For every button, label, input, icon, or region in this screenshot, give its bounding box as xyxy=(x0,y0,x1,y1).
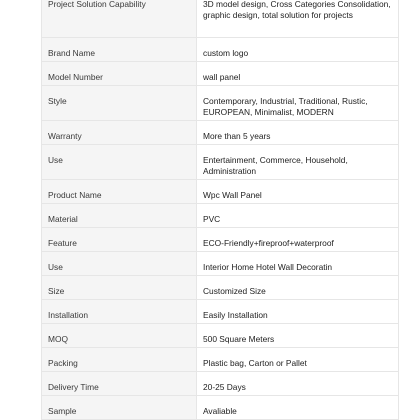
table-row xyxy=(42,38,399,62)
spec-value-cell xyxy=(197,372,399,396)
spec-value-cell xyxy=(197,348,399,372)
table-row xyxy=(42,86,399,121)
spec-label-cell xyxy=(42,38,197,62)
spec-table-body xyxy=(42,0,399,420)
spec-value: Customized Size xyxy=(203,286,266,296)
spec-value-cell xyxy=(197,180,399,204)
table-row xyxy=(42,0,399,38)
spec-label: Packing xyxy=(48,358,78,368)
table-row xyxy=(42,252,399,276)
spec-value: Easily Installation xyxy=(203,310,268,320)
spec-label: Installation xyxy=(48,310,89,320)
spec-label-cell xyxy=(42,324,197,348)
spec-label: Feature xyxy=(48,238,77,248)
spec-label-cell xyxy=(42,121,197,145)
spec-label-cell xyxy=(42,86,197,121)
spec-label: Project Solution Capability xyxy=(48,0,146,9)
spec-label: Sample xyxy=(48,406,77,416)
table-row xyxy=(42,276,399,300)
spec-label-cell xyxy=(42,276,197,300)
spec-label: Material xyxy=(48,214,78,224)
spec-value: PVC xyxy=(203,214,221,224)
spec-label: Size xyxy=(48,286,65,296)
spec-value: custom logo xyxy=(203,48,249,58)
spec-label: Style xyxy=(48,96,67,106)
spec-value: Plastic bag, Carton or Pallet xyxy=(203,358,307,368)
spec-label-cell xyxy=(42,145,197,180)
spec-value-cell xyxy=(197,324,399,348)
spec-value: More than 5 years xyxy=(203,131,271,141)
spec-label: Brand Name xyxy=(48,48,96,58)
table-row xyxy=(42,121,399,145)
spec-value-cell xyxy=(197,62,399,86)
spec-value: Contemporary, Industrial, Traditional, Rustic, EUROPEAN, Minimalist, MODERN xyxy=(203,96,368,117)
spec-label-cell xyxy=(42,348,197,372)
spec-value: ECO-Friendly+fireproof+waterproof xyxy=(203,238,334,248)
spec-value: wall panel xyxy=(203,72,241,82)
spec-label: MOQ xyxy=(48,334,69,344)
table-row xyxy=(42,145,399,180)
spec-value: Interior Home Hotel Wall Decoratin xyxy=(203,262,333,272)
table-row xyxy=(42,348,399,372)
spec-value: Entertainment, Commerce, Household, Administration xyxy=(203,155,348,176)
spec-value: 20-25 Days xyxy=(203,382,246,392)
spec-value-cell xyxy=(197,0,399,38)
table-row xyxy=(42,204,399,228)
spec-value: 3D model design, Cross Categories Consolidation, graphic design, total solution for projects xyxy=(203,0,391,20)
table-row xyxy=(42,180,399,204)
spec-label: Warranty xyxy=(48,131,82,141)
table-row xyxy=(42,324,399,348)
spec-label: Model Number xyxy=(48,72,103,82)
spec-value-cell xyxy=(197,252,399,276)
spec-label: Use xyxy=(48,262,63,272)
spec-label-cell xyxy=(42,0,197,38)
spec-label: Use xyxy=(48,155,63,165)
spec-label-cell xyxy=(42,228,197,252)
spec-value-cell xyxy=(197,228,399,252)
spec-label-cell xyxy=(42,372,197,396)
spec-label-cell xyxy=(42,300,197,324)
spec-value-cell xyxy=(197,86,399,121)
spec-label-cell xyxy=(42,204,197,228)
spec-label-cell xyxy=(42,62,197,86)
table-row xyxy=(42,300,399,324)
spec-value-cell xyxy=(197,276,399,300)
spec-label-cell xyxy=(42,252,197,276)
table-row xyxy=(42,62,399,86)
product-spec-table xyxy=(41,0,399,420)
spec-value-cell xyxy=(197,38,399,62)
table-row xyxy=(42,372,399,396)
spec-label: Product Name xyxy=(48,190,102,200)
spec-value-cell xyxy=(197,204,399,228)
spec-value: Wpc Wall Panel xyxy=(203,190,262,200)
spec-label: Delivery Time xyxy=(48,382,99,392)
table-row xyxy=(42,228,399,252)
spec-value-cell xyxy=(197,121,399,145)
spec-value: 500 Square Meters xyxy=(203,334,275,344)
spec-label-cell xyxy=(42,180,197,204)
spec-value-cell xyxy=(197,145,399,180)
spec-value-cell xyxy=(197,300,399,324)
spec-value: Avaliable xyxy=(203,406,237,416)
